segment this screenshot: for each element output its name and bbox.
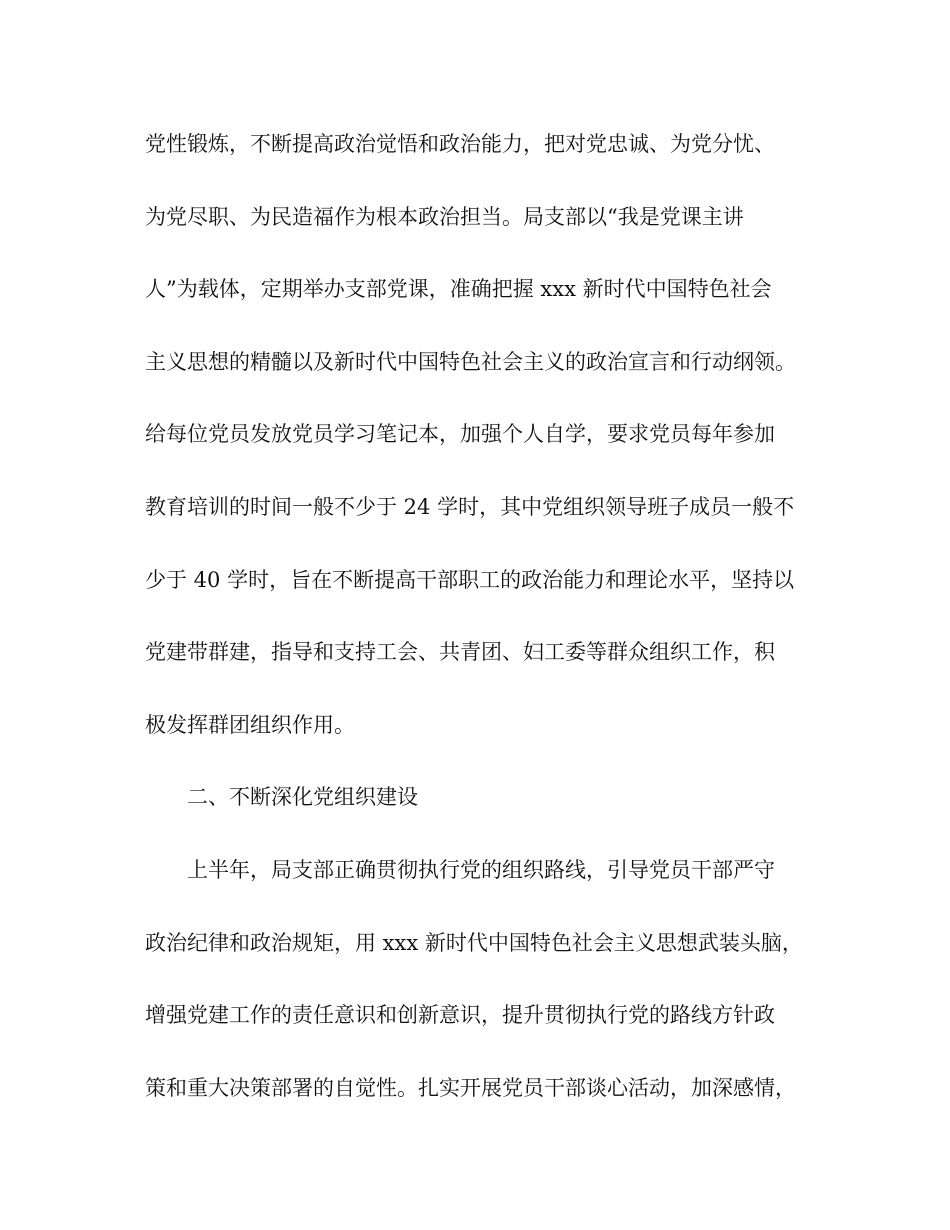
body-line: 党性锻炼，不断提高政治觉悟和政治能力，把对党忠诚、为党分忧、 [145,132,775,156]
section-heading: 二、不断深化党组织建设 [187,785,418,810]
body-line: 为党尽职、为民造福作为根本政治担当。局支部以“我是党课主讲 [145,204,744,229]
body-line: 教育培训的时间一般不少于 24 学时，其中党组织领导班子成员一般不 [145,494,795,519]
body-line: 政治纪律和政治规矩，用 xxx 新时代中国特色社会主义思想武装头脑， [145,930,803,955]
body-line: 人”为载体，定期举办支部党课，准确把握 xxx 新时代中国特色社会 [145,277,772,302]
body-line: 主义思想的精髓以及新时代中国特色社会主义的政治宣言和行动纲领。 [145,349,796,374]
body-line: 策和重大决策部署的自觉性。扎实开展党员干部谈心活动，加深感情， [145,1075,796,1100]
paragraph-start-line: 上半年，局支部正确贯彻执行党的组织路线，引导党员干部严守 [187,857,775,882]
document-body [145,124,815,1140]
body-line: 极发挥群团组织作用。 [145,712,355,737]
body-line: 少于 40 学时，旨在不断提高干部职工的政治能力和理论水平，坚持以 [145,567,795,592]
body-line: 给每位党员发放党员学习笔记本，加强个人自学，要求党员每年参加 [145,422,775,447]
body-line: 党建带群建，指导和支持工会、共青团、妇工委等群众组织工作，积 [145,640,775,665]
body-line: 增强党建工作的责任意识和创新意识，提升贯彻执行党的路线方针政 [145,1003,775,1028]
